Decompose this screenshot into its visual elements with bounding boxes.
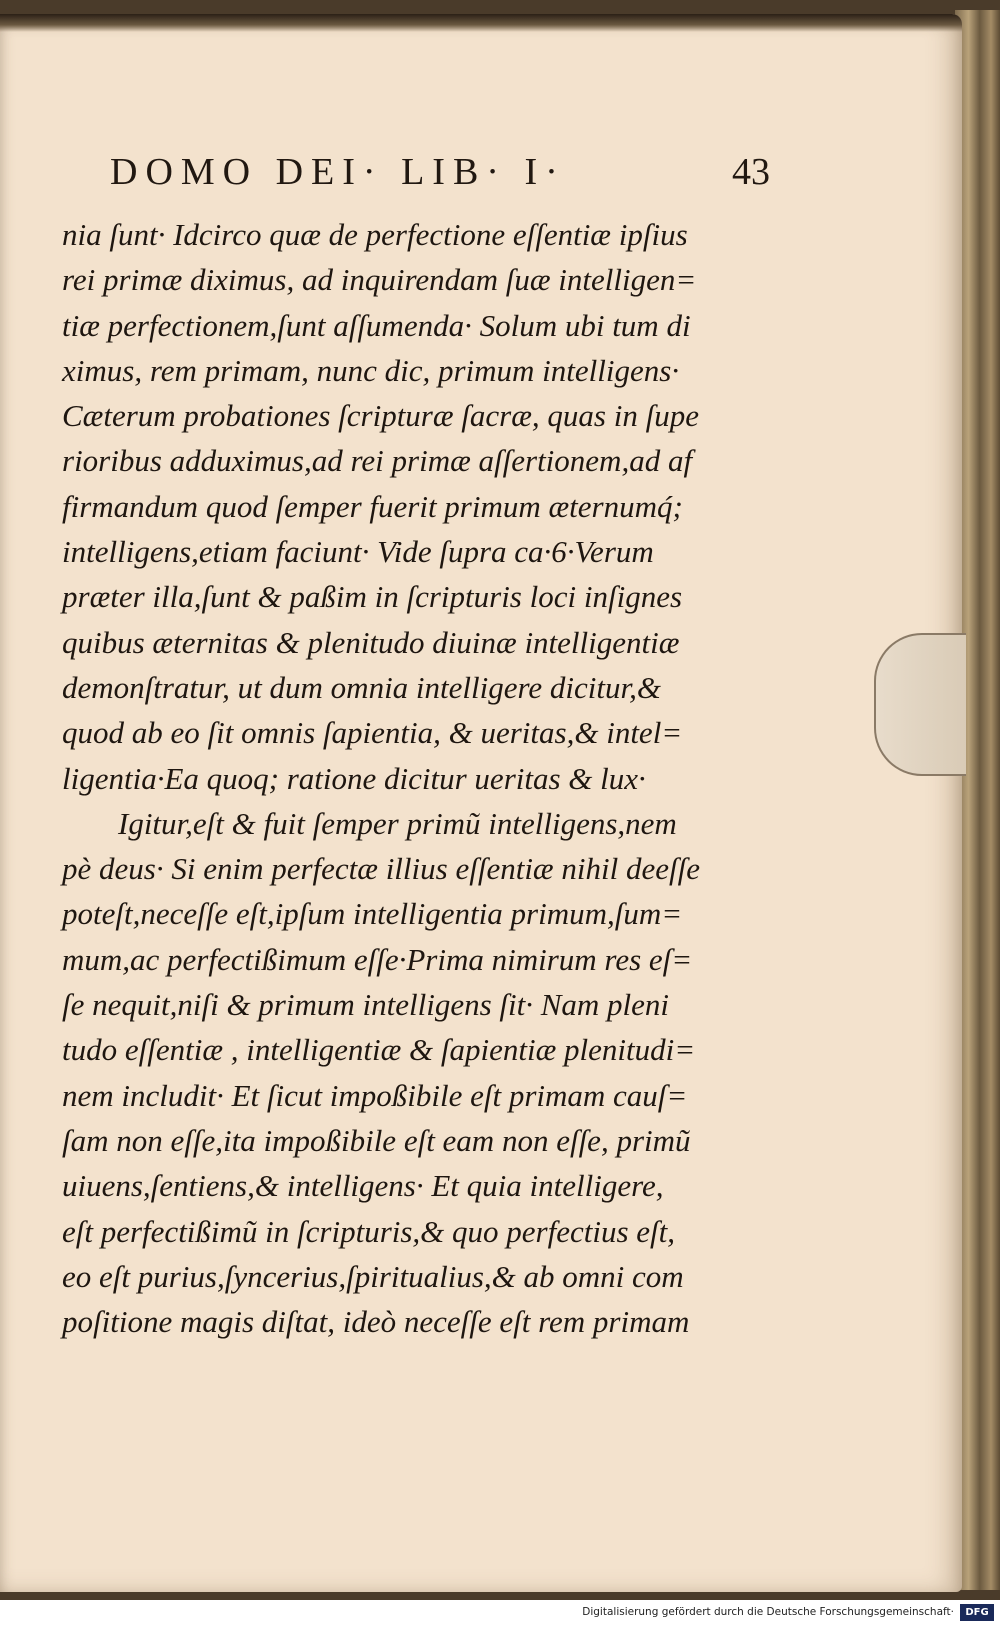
text-line: nia ſunt· Idcirco quæ de perfectione eſſentiæ ipſius bbox=[62, 217, 688, 252]
text-line: quibus æternitas & plenitudo diuinæ intelligentiæ bbox=[62, 624, 680, 660]
text-line: mum,ac perfectißimum eſſe·Prima nimirum res eſ= bbox=[62, 941, 693, 977]
text-block bbox=[62, 212, 782, 1344]
text-line: rioribus adduximus,ad rei primæ aſſertionem,ad af bbox=[62, 443, 693, 479]
dfg-logo: DFG bbox=[960, 1604, 994, 1621]
text-line: demonſtratur, ut dum omnia intelligere dicitur,& bbox=[62, 669, 662, 705]
text-line: præter illa,ſunt & paßim in ſcripturis loci inſignes bbox=[62, 579, 683, 615]
page-top-shadow bbox=[0, 14, 962, 32]
text-line: ligentia·Ea quoq; ratione dicitur ueritas & lux· bbox=[62, 760, 646, 796]
text-line: Cæterum probationes ſcripturæ ſacræ, quas in ſupe bbox=[62, 398, 699, 434]
text-line: nem includit· Et ſicut impoßibile eſt primam cauſ= bbox=[62, 1077, 688, 1113]
page-number: 43 bbox=[732, 151, 770, 193]
text-line: eſt perfectißimũ in ſcripturis,& quo perfectius eſt, bbox=[62, 1213, 676, 1249]
text-line: tudo eſſentiæ , intelligentiæ & ſapientiæ plenitudi= bbox=[62, 1032, 696, 1068]
text-line: pè deus· Si enim perfectæ illius eſſentiæ nihil deeſſe bbox=[62, 851, 700, 887]
paragraph-start-line: Igitur,eſt & fuit ſemper primũ intelligens,nem bbox=[118, 805, 677, 841]
text-line: ſe nequit,niſi & primum intelligens ſit· Nam pleni bbox=[62, 987, 670, 1023]
footer-bar bbox=[0, 1600, 1000, 1630]
digitization-credit: Digitalisierung gefördert durch die Deutsche Forschungsgemeinschaft· bbox=[582, 1606, 954, 1618]
text-line: poſitione magis diſtat, ideò neceſſe eſt rem primam bbox=[62, 1304, 690, 1340]
text-line: ſam non eſſe,ita impoßibile eſt eam non eſſe, primũ bbox=[62, 1122, 691, 1158]
text-line: quod ab eo ſit omnis ſapientia, & ueritas,& intel= bbox=[62, 715, 683, 751]
text-line: tiæ perfectionem,ſunt aſſumenda· Solum ubi tum di bbox=[62, 307, 691, 343]
text-line: firmandum quod ſemper fuerit primum æternumq́; bbox=[62, 488, 683, 524]
text-line: ximus, rem primam, nunc dic, primum intelligens· bbox=[62, 352, 680, 388]
page-header bbox=[110, 150, 770, 206]
page-clip bbox=[874, 633, 966, 776]
running-head: DOMO DEI· LIB· I· bbox=[110, 151, 566, 193]
text-line: intelligens,etiam faciunt· Vide ſupra ca·6·Verum bbox=[62, 534, 654, 570]
text-line: poteſt,neceſſe eſt,ipſum intelligentia primum,ſum= bbox=[62, 896, 683, 932]
text-line: eo eſt purius,ſyncerius,ſpiritualius,& ab omni com bbox=[62, 1258, 684, 1294]
text-line: rei primæ diximus, ad inquirendam ſuæ intelligen= bbox=[62, 262, 697, 298]
text-line: uiuens,ſentiens,& intelligens· Et quia intelligere, bbox=[62, 1168, 664, 1204]
